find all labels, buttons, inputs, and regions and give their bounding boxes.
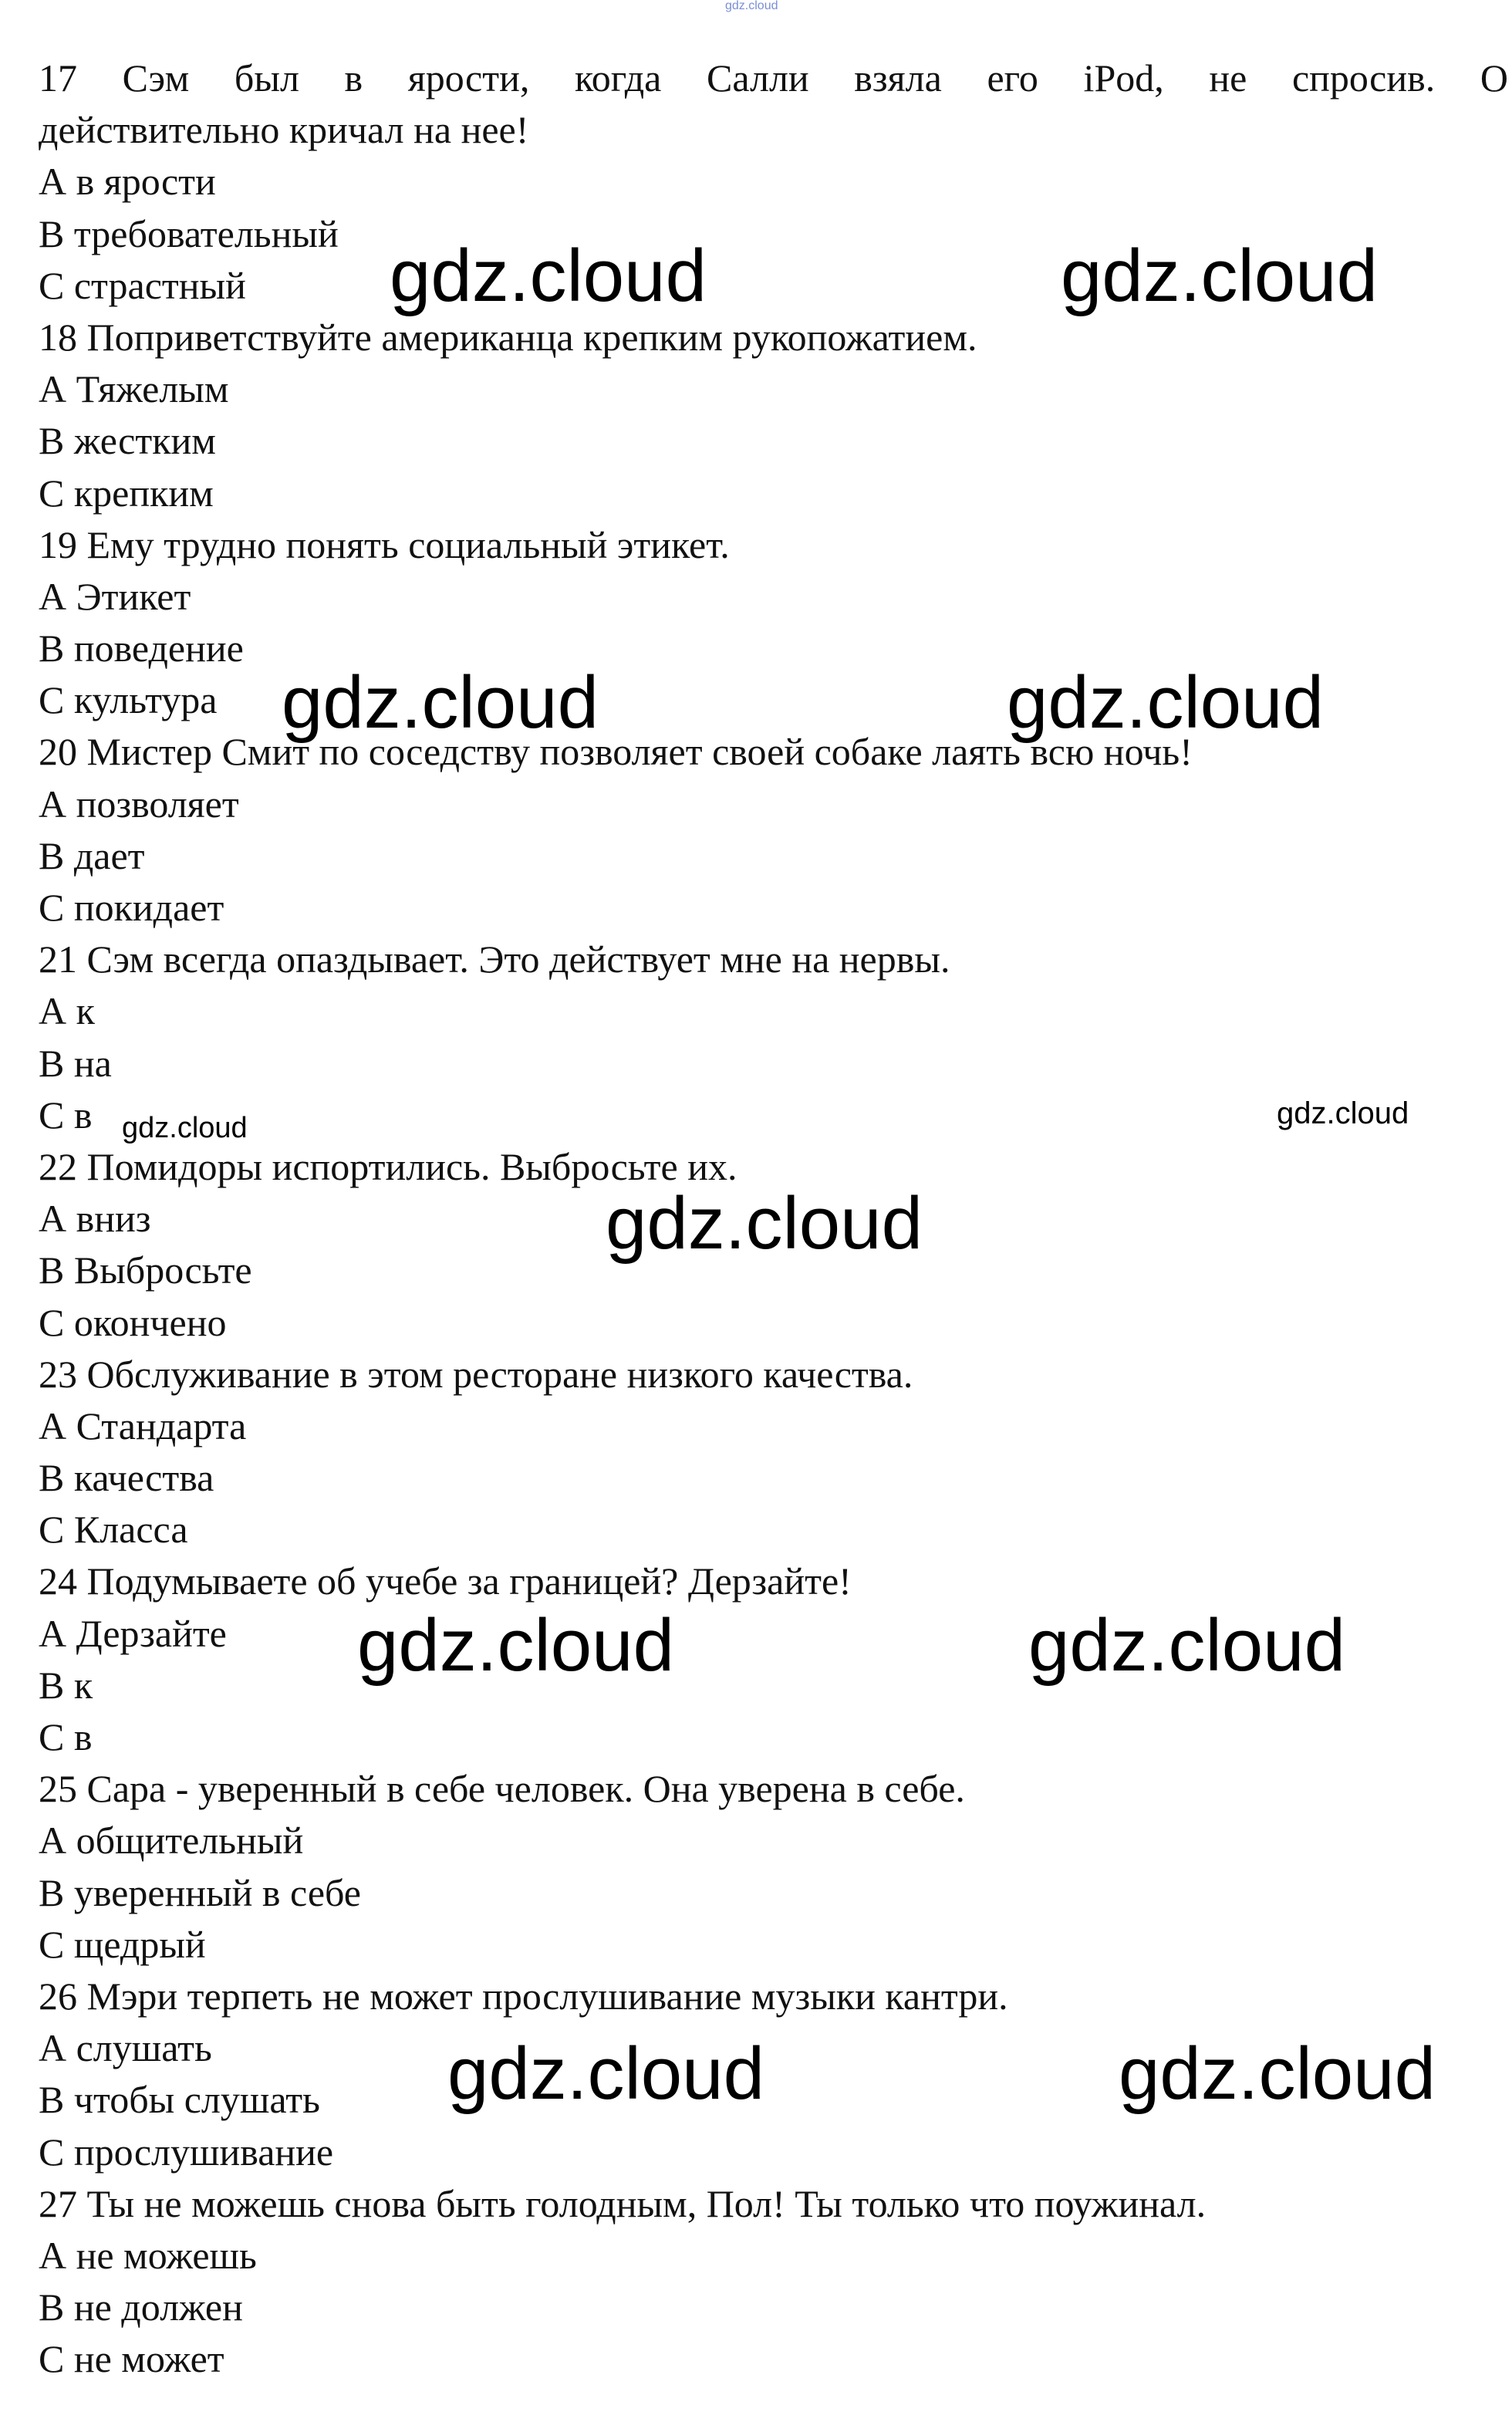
answer-option: А к — [39, 989, 95, 1033]
question-line: 21 Сэм всегда опаздывает. Это действует мне на нервы. — [39, 937, 950, 981]
watermark: gdz.cloud — [357, 1604, 674, 1687]
question-line: 24 Подумываете об учебе за границей? Дерзайте! — [39, 1559, 852, 1603]
answer-option: С страстный — [39, 263, 246, 307]
answer-option: А вниз — [39, 1197, 151, 1241]
question-line: 19 Ему трудно понять социальный этикет. — [39, 522, 730, 566]
watermark: gdz.cloud — [282, 661, 599, 744]
watermark: gdz.cloud — [1061, 235, 1378, 317]
answer-option: А слушать — [39, 2026, 212, 2070]
question-line: 20 Мистер Смит по соседству позволяет своей собаке лаять всю ночь! — [39, 730, 1193, 774]
answer-option: С в — [39, 1715, 93, 1758]
answer-option: В жестким — [39, 419, 216, 463]
answer-option: С щедрый — [39, 1922, 206, 1966]
answer-option: А Дерзайте — [39, 1611, 227, 1655]
watermark: gdz.cloud — [1028, 1604, 1345, 1687]
answer-option: В не должен — [39, 2285, 243, 2329]
question-line: 22 Помидоры испортились. Выбросьте их. — [39, 1144, 737, 1188]
answer-option: С покидает — [39, 886, 224, 929]
watermark: gdz.cloud — [1277, 1096, 1409, 1130]
answer-option: А в ярости — [39, 160, 216, 204]
answer-option: С прослушивание — [39, 2130, 334, 2174]
question-line: 23 Обслуживание в этом ресторане низкого качества. — [39, 1352, 913, 1396]
answer-option: А общительный — [39, 1819, 304, 1863]
watermark: gdz.cloud — [122, 1112, 248, 1144]
answer-option: А Стандарта — [39, 1404, 247, 1447]
answer-option: А Тяжелым — [39, 367, 229, 411]
question-line: 18 Поприветствуйте американца крепким рукопожатием. — [39, 315, 977, 359]
header-watermark: gdz.cloud — [725, 0, 778, 12]
question-line: 17 Сэм был в ярости, когда Салли взяла его iPod, не спросив. О — [39, 56, 1508, 100]
answer-option: В качества — [39, 1456, 214, 1500]
answer-option: В поведение — [39, 627, 244, 671]
watermark: gdz.cloud — [606, 1182, 923, 1265]
answer-option: С в — [39, 1093, 93, 1137]
watermark: gdz.cloud — [1007, 661, 1324, 744]
question-line: 25 Сара - уверенный в себе человек. Она уверена в себе. — [39, 1767, 965, 1811]
answer-option: В дает — [39, 833, 145, 877]
watermark: gdz.cloud — [447, 2032, 764, 2115]
answer-option: А Этикет — [39, 574, 191, 618]
question-line: 27 Ты не можешь снова быть голодным, Пол! Ты только что поужинал. — [39, 2181, 1207, 2225]
answer-option: С Класса — [39, 1508, 188, 1552]
answer-option: В к — [39, 1663, 93, 1707]
answer-option: В требовательный — [39, 211, 339, 255]
answer-option: В уверенный в себе — [39, 1870, 361, 1914]
answer-option: С не может — [39, 2337, 224, 2381]
answer-option: В Выбросьте — [39, 1248, 252, 1292]
watermark: gdz.cloud — [390, 235, 707, 317]
answer-option: А позволяет — [39, 782, 239, 826]
question-line-continued: действительно кричал на нее! — [39, 108, 529, 152]
answer-option: С окончено — [39, 1300, 227, 1344]
answer-option: В чтобы слушать — [39, 2078, 320, 2122]
question-line: 26 Мэри терпеть не может прослушивание музыки кантри. — [39, 1974, 1008, 2018]
answer-option: С крепким — [39, 471, 214, 515]
answer-option: С культура — [39, 678, 218, 722]
answer-option: В на — [39, 1041, 112, 1085]
answer-option: А не можешь — [39, 2233, 257, 2277]
watermark: gdz.cloud — [1119, 2032, 1436, 2115]
